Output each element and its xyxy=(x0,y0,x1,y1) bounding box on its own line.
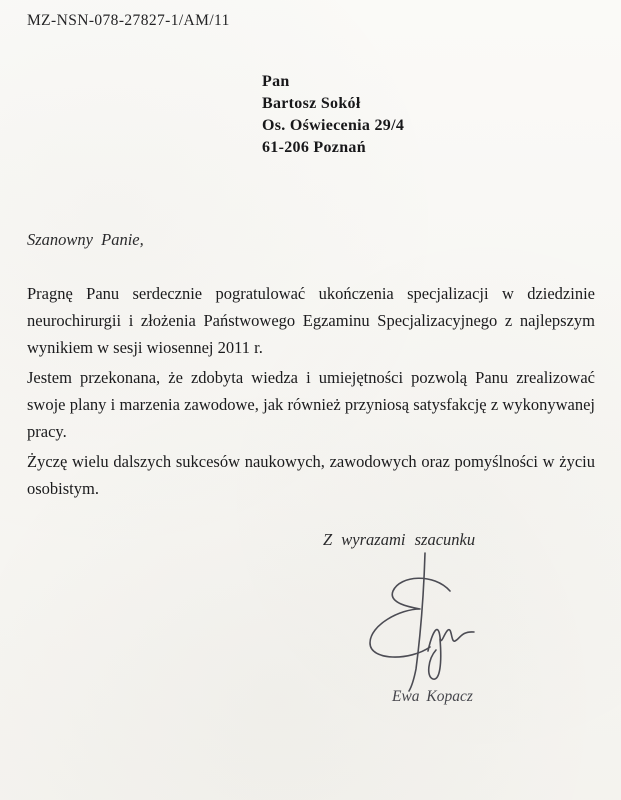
signature-name: Ewa Kopacz xyxy=(392,688,473,705)
salutation: Szanowny Panie, xyxy=(27,230,144,249)
recipient-block xyxy=(262,71,404,159)
paragraph-3: Życzę wielu dalszych sukcesów naukowych, zawodowych oraz pomyślności w życiu osobistym. xyxy=(27,452,595,498)
recipient-name: Bartosz Sokół xyxy=(262,95,361,112)
letter-body xyxy=(27,280,595,505)
recipient-address-city: 61-206 Poznań xyxy=(262,139,366,156)
closing-phrase: Z wyrazami szacunku xyxy=(323,530,476,549)
recipient-address-street: Os. Oświecenia 29/4 xyxy=(262,117,405,134)
paragraph-2: Jestem przekonana, że zdobyta wiedza i umiejętności pozwolą Panu zrealizować swoje plany i marzenia zawodowe, jak również przyniosą satysfakcję z wykonywanej pracy. xyxy=(27,368,595,441)
paragraph-1: Pragnę Panu serdecznie pogratulować ukończenia specjalizacji w dziedzinie neurochirurgii i złożenia Państwowego Egzaminu Specjalizacyjnego z najlepszym wynikiem w sesji wiosennej 2011 r. xyxy=(27,284,595,357)
handwritten-signature-icon xyxy=(362,551,480,693)
recipient-title: Pan xyxy=(262,73,290,90)
reference-number: MZ-NSN-078-27827-1/AM/11 xyxy=(27,12,230,29)
